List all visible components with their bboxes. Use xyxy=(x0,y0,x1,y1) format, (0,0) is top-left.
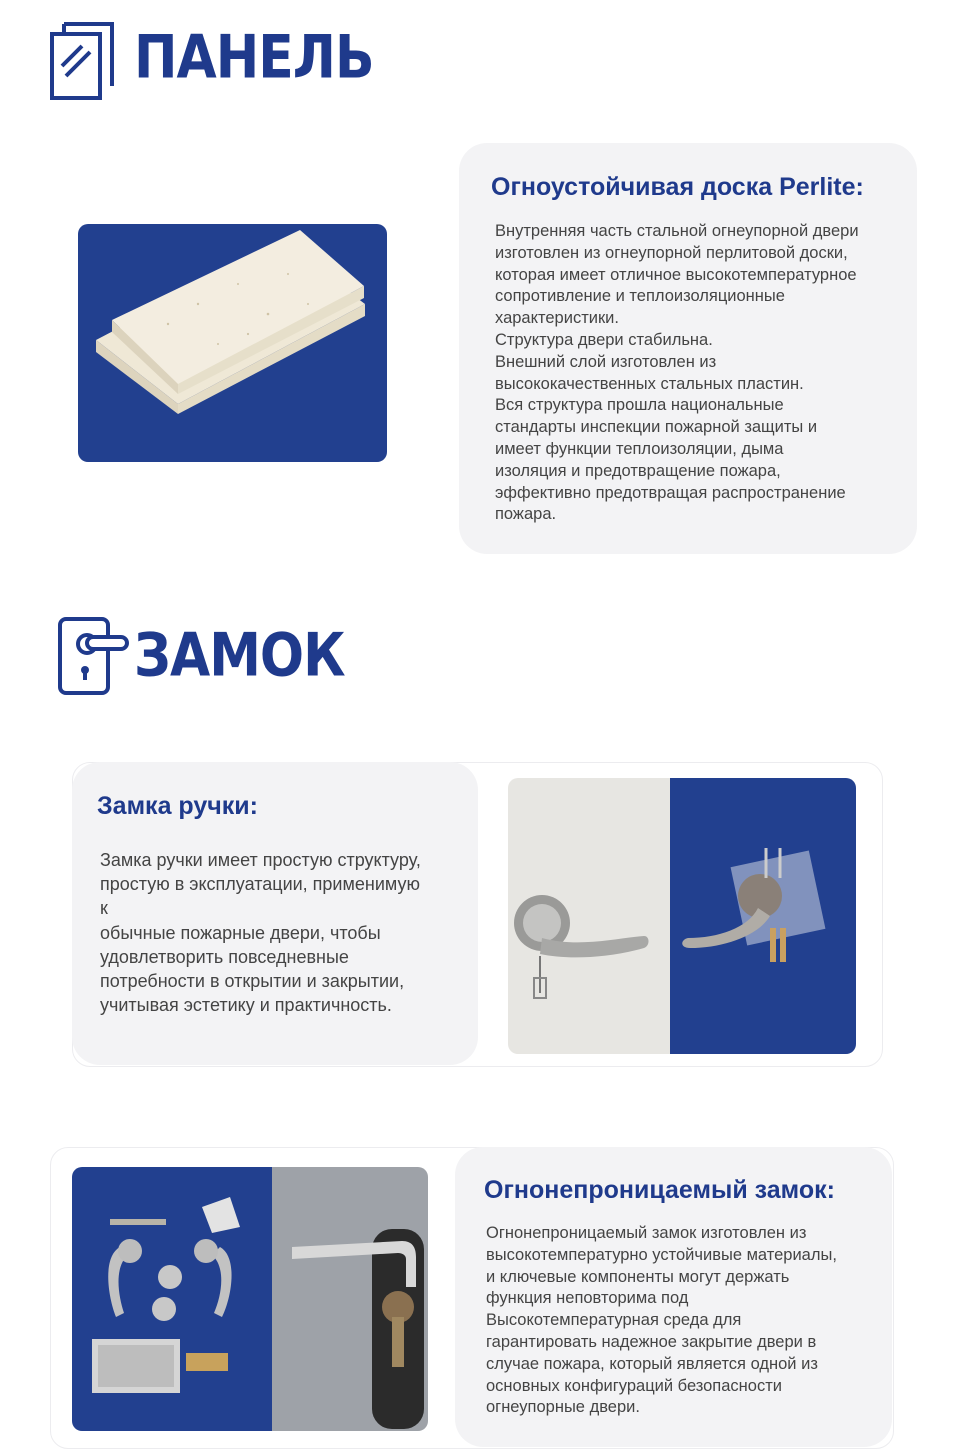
handle-lock-image xyxy=(508,778,856,1054)
fireproof-lock-title: Огнонепроницаемый замок: xyxy=(484,1176,835,1204)
panel-section-title: ПАНЕЛЬ xyxy=(134,23,374,93)
perlite-board-image xyxy=(78,224,387,462)
perlite-card-text: Внутренняя часть стальной огнеупорной двери изготовлен из огнеупорной перлитовой доски, которая имеет отличное высокотемпературное сопротивление и теплоизоляционные характеристики. Структура двери стабильна. Внешний слой изготовлен из высококачественных стальных пластин. Вся структура прошла национальные стандарты инспекции пожарной защиты и имеет функции теплоизоляции, дыма изоляция и предотвращение пожара, эффективно предотвращая распространение пожара. xyxy=(495,222,859,524)
panel-icon xyxy=(50,20,116,102)
fireproof-lock-text: Огнонепроницаемый замок изготовлен из высокотемпературно устойчивые материалы, и ключевые компоненты могут держать функция неповторима под Высокотемпературная среда для гарантировать надежное закрытие двери в случае пожара, который является одной из основных конфигураций безопасности огнеупорные двери. xyxy=(486,1224,837,1417)
handle-lock-text: Замка ручки имеет простую структуру, простую в эксплуатации, применимую к обычные пожарные двери, чтобы удовлетворить повседневные потребности в открытии и закрытии, учитывая эстетику и практичность. xyxy=(100,850,421,1016)
fireproof-lock-image xyxy=(72,1167,428,1431)
lock-section-title: ЗАМОК xyxy=(134,621,345,691)
handle-lock-title: Замка ручки: xyxy=(97,792,258,820)
lock-handle-icon xyxy=(57,616,131,696)
perlite-card-title: Огноустойчивая доска Perlite: xyxy=(491,173,864,201)
